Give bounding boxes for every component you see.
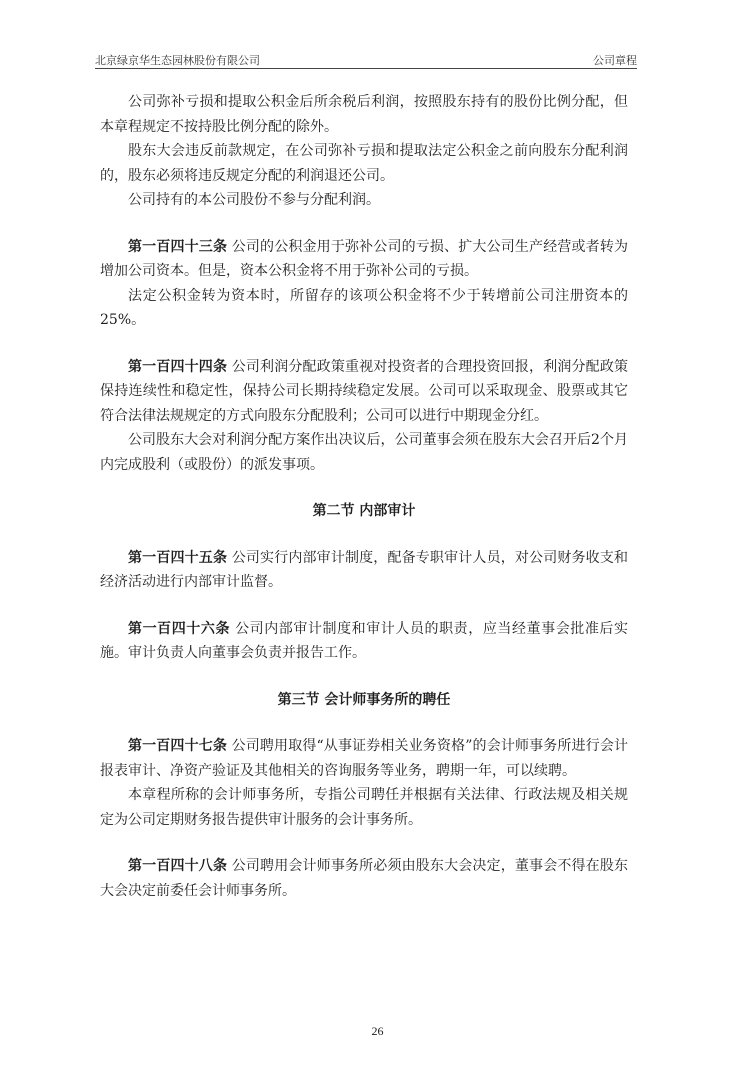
page-number: 26	[371, 1024, 384, 1038]
page-header	[95, 50, 637, 69]
article-148	[100, 854, 628, 903]
article-title: 第一百四十三条	[128, 238, 228, 255]
section-heading: 第三节 会计师事务所的聘任	[277, 691, 451, 708]
article-text: 公司的公积金用于弥补公司的亏损、扩大公司生产经营或者转为增加公司资本。但是，资本公积金将不用于弥补公司的亏损。	[100, 238, 628, 279]
paragraph: 股东大会违反前款规定，在公司弥补亏损和提取法定公积金之前向股东分配利润的，股东必须将违反规定分配的利润退还公司。	[100, 143, 628, 184]
article-147	[100, 734, 628, 783]
document-body	[100, 90, 628, 903]
article-title: 第一百四十八条	[128, 858, 228, 874]
company-name: 北京绿京华生态园林股份有限公司	[95, 54, 260, 67]
article-title: 第一百四十四条	[128, 358, 228, 375]
article-144	[100, 355, 628, 429]
section-heading: 第二节 内部审计	[312, 503, 416, 519]
article-text: 公司内部审计制度和审计人员的职责，应当经董事会批准后实施。审计负责人向董事会负责并报告工作。	[100, 620, 629, 661]
paragraph: 公司持有的本公司股份不参与分配利润。	[128, 192, 380, 208]
article-text: 公司聘用取得“从事证券相关业务资格”的会计师事务所进行会计报表审计、净资产验证及其他相关的咨询服务等业务，聘期一年，可以续聘。	[100, 738, 628, 779]
article-143	[100, 235, 628, 284]
article-text: 公司利润分配政策重视对投资者的合理投资回报，利润分配政策保持连续性和稳定性，保持公司长期持续稳定发展。公司可以采取现金、股票或其它符合法律法规规定的方式向股东分配股利；公司可以进行中期现金分红。	[100, 358, 628, 424]
paragraph: 法定公积金转为资本时，所留存的该项公积金将不少于转增前公司注册资本的25%。	[100, 287, 628, 328]
article-title: 第一百四十五条	[128, 549, 228, 566]
article-title: 第一百四十七条	[128, 738, 228, 754]
paragraph: 公司股东大会对利润分配方案作出决议后，公司董事会须在股东大会召开后2个月内完成股利（或股份）的派发事项。	[100, 432, 628, 473]
article-145	[100, 546, 628, 595]
article-146	[100, 617, 628, 666]
article-title: 第一百四十六条	[128, 620, 231, 637]
article-text: 公司实行内部审计制度，配备专职审计人员，对公司财务收支和经济活动进行内部审计监督。	[100, 549, 628, 590]
document-title: 公司章程	[593, 54, 637, 67]
paragraph: 本章程所称的会计师事务所，专指公司聘任并根据有关法律、行政法规及相关规定为公司定期财务报告提供审计服务的会计事务所。	[100, 787, 628, 828]
paragraph: 公司弥补亏损和提取公积金后所余税后利润，按照股东持有的股份比例分配，但本章程规定不按持股比例分配的除外。	[100, 94, 628, 135]
article-text: 公司聘用会计师事务所必须由股东大会决定，董事会不得在股东大会决定前委任会计师事务所。	[100, 858, 628, 899]
